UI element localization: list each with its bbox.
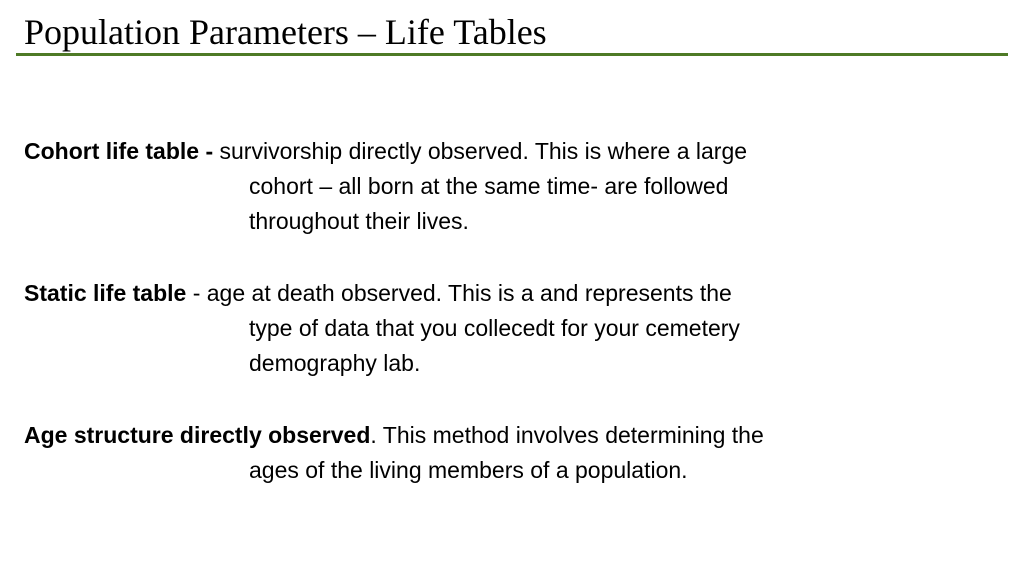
definition-text: - age at death observed. This is a and represents the [186, 280, 732, 306]
definition-cohort-life-table [24, 134, 924, 239]
title-underline [16, 53, 1008, 56]
definition-term: Static life table [24, 280, 187, 306]
definition-continuation-line: throughout their lives. [249, 208, 469, 234]
definition-term: Age structure directly observed [24, 422, 371, 448]
definition-continuation-line: demography lab. [249, 350, 421, 376]
definition-continuation-line: cohort – all born at the same time- are followed [249, 173, 729, 199]
definition-text: . This method involves determining the [370, 422, 764, 448]
definition-continuation-line: ages of the living members of a population. [249, 457, 688, 483]
definition-continuation-line: type of data that you collecedt for your cemetery [249, 315, 740, 341]
definition-term: Cohort life table - [24, 138, 214, 164]
definition-first-line [24, 134, 924, 169]
definition-text: survivorship directly observed. This is where a large [213, 138, 748, 164]
definition-static-life-table [24, 276, 924, 381]
definition-first-line [24, 418, 924, 453]
definition-age-structure [24, 418, 924, 488]
slide-title: Population Parameters – Life Tables [24, 12, 547, 52]
definition-first-line [24, 276, 924, 311]
slide-body [24, 134, 924, 525]
